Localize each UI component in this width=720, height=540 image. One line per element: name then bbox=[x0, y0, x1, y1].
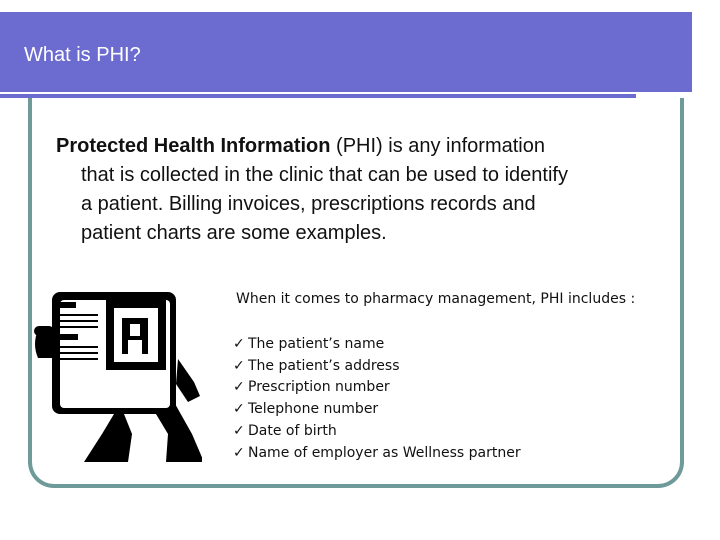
intro-bold-term: Protected Health Information bbox=[56, 135, 331, 157]
check-icon: ✓ bbox=[233, 379, 245, 396]
list-item: ✓ Prescription number bbox=[233, 377, 521, 399]
slide-title: What is PHI? bbox=[24, 44, 141, 66]
id-card-person-icon bbox=[32, 284, 202, 466]
pharmacy-lead-text: When it comes to pharmacy management, PHI includes : bbox=[236, 291, 636, 307]
list-item: ✓ The patient’s address bbox=[233, 356, 521, 378]
intro-text: (PHI) is any information that is collected in the clinic that can be used to identify a patient. Billing invoices, prescriptions records and patient charts are some examples. bbox=[81, 135, 568, 244]
check-icon: ✓ bbox=[233, 422, 245, 439]
list-item: ✓ Date of birth bbox=[233, 421, 521, 443]
list-item: ✓ Name of employer as Wellness partner bbox=[233, 443, 521, 465]
check-icon: ✓ bbox=[233, 401, 245, 418]
title-bar-notch bbox=[692, 12, 720, 104]
check-icon: ✓ bbox=[233, 336, 245, 352]
intro-paragraph bbox=[56, 132, 576, 248]
check-icon: ✓ bbox=[233, 357, 245, 374]
list-item: ✓ The patient’s name bbox=[233, 334, 521, 356]
list-item: ✓ Telephone number bbox=[233, 399, 521, 421]
phi-items-list bbox=[233, 334, 521, 464]
check-icon: ✓ bbox=[233, 444, 245, 461]
